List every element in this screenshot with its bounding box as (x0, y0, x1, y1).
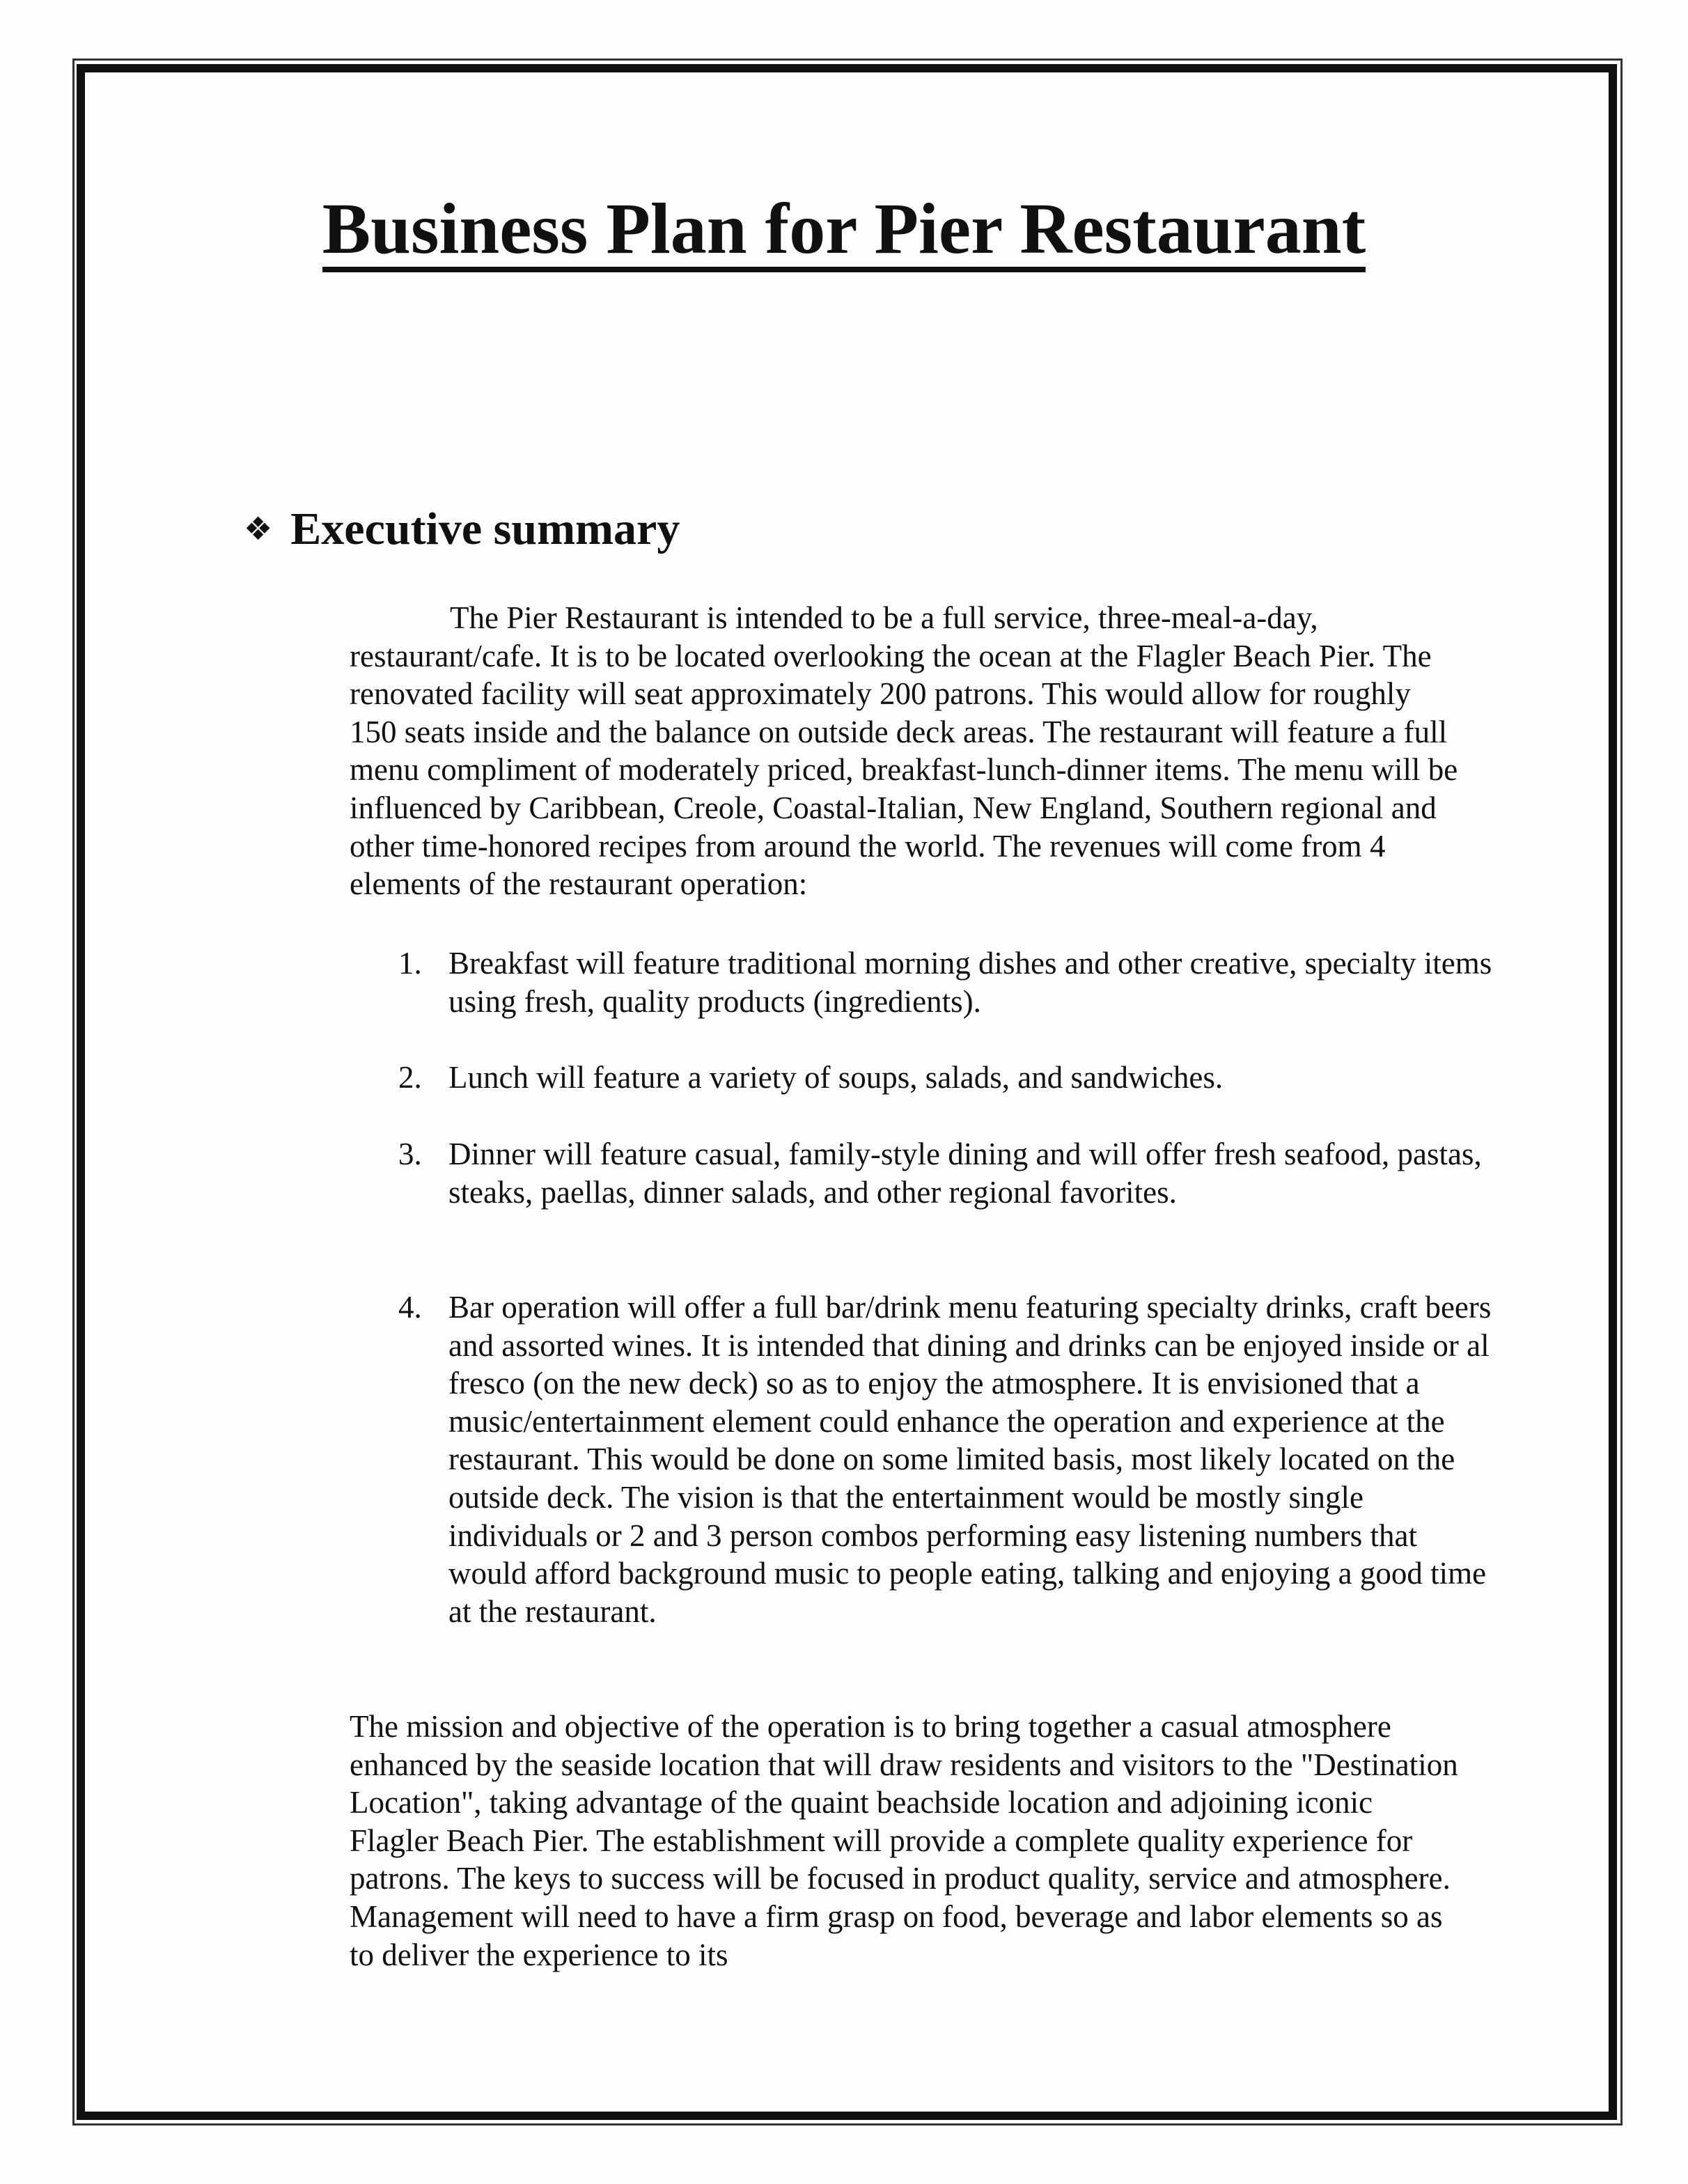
list-item-number: 3. (398, 1137, 422, 1171)
four-diamond-bullet-icon: ❖ (244, 510, 273, 547)
mission-paragraph: The mission and objective of the operation is to bring together a casual atmosphere enhanced by the seaside location that will draw residents and visitors to the "Destination Location", taking advantage of the quaint beachside location and adjoining iconic Flagler Beach Pier. The establishment will provide a complete quality experience for patrons. The keys to success will be focused in product quality, service and atmosphere. Management will need to have a firm grasp on food, beverage and labor elements so as to deliver the experience to its (350, 1709, 1458, 1972)
list-item-number: 1. (398, 946, 422, 981)
list-item-text: Bar operation will offer a full bar/drink menu featuring specialty drinks, craft beers and assorted wines. It is intended that dining and drinks can be enjoyed inside or al fresco (on the new deck) so as to enjoy the atmosphere. It is envisioned that a music/entertainment element could enhance the operation and experience at the restaurant. This would be done on some limited basis, most likely located on the outside deck. The vision is that the entertainment would be mostly single individuals or 2 and 3 person combos performing easy listening numbers that would afford background music to people eating, talking and enjoying a good time at the restaurant. (448, 1290, 1492, 1629)
intro-paragraph: The Pier Restaurant is intended to be a full service, three-meal-a-day, restaurant/cafe. It is to be located overlooking the ocean at the Flagler Beach Pier. The renovated facility will seat approximately 200 patrons. This would allow for roughly 150 seats inside and the balance on outside deck areas. The restaurant will feature a full menu compliment of moderately priced, breakfast-lunch-dinner items. The menu will be influenced by Caribbean, Creole, Coastal-Italian, New England, Southern regional and other time-honored recipes from around the world. The revenues will come from 4 elements of the restaurant operation: (350, 600, 1458, 902)
list-item-number: 4. (398, 1290, 422, 1325)
list-item-number: 2. (398, 1060, 422, 1095)
document-title-text: Business Plan for Pier Restaurant (322, 191, 1366, 272)
document-title (0, 189, 1688, 272)
list-item-text: Dinner will feature casual, family-style dining and will offer fresh seafood, pastas, steaks, paellas, dinner salads, and other regional favorites. (448, 1137, 1482, 1210)
section-heading-text: Executive summary (290, 504, 680, 554)
list-item-text: Breakfast will feature traditional morning dishes and other creative, specialty items using fresh, quality products (ingredients). (448, 946, 1492, 1019)
list-item-text: Lunch will feature a variety of soups, salads, and sandwiches. (448, 1060, 1224, 1095)
section-heading (244, 503, 680, 556)
